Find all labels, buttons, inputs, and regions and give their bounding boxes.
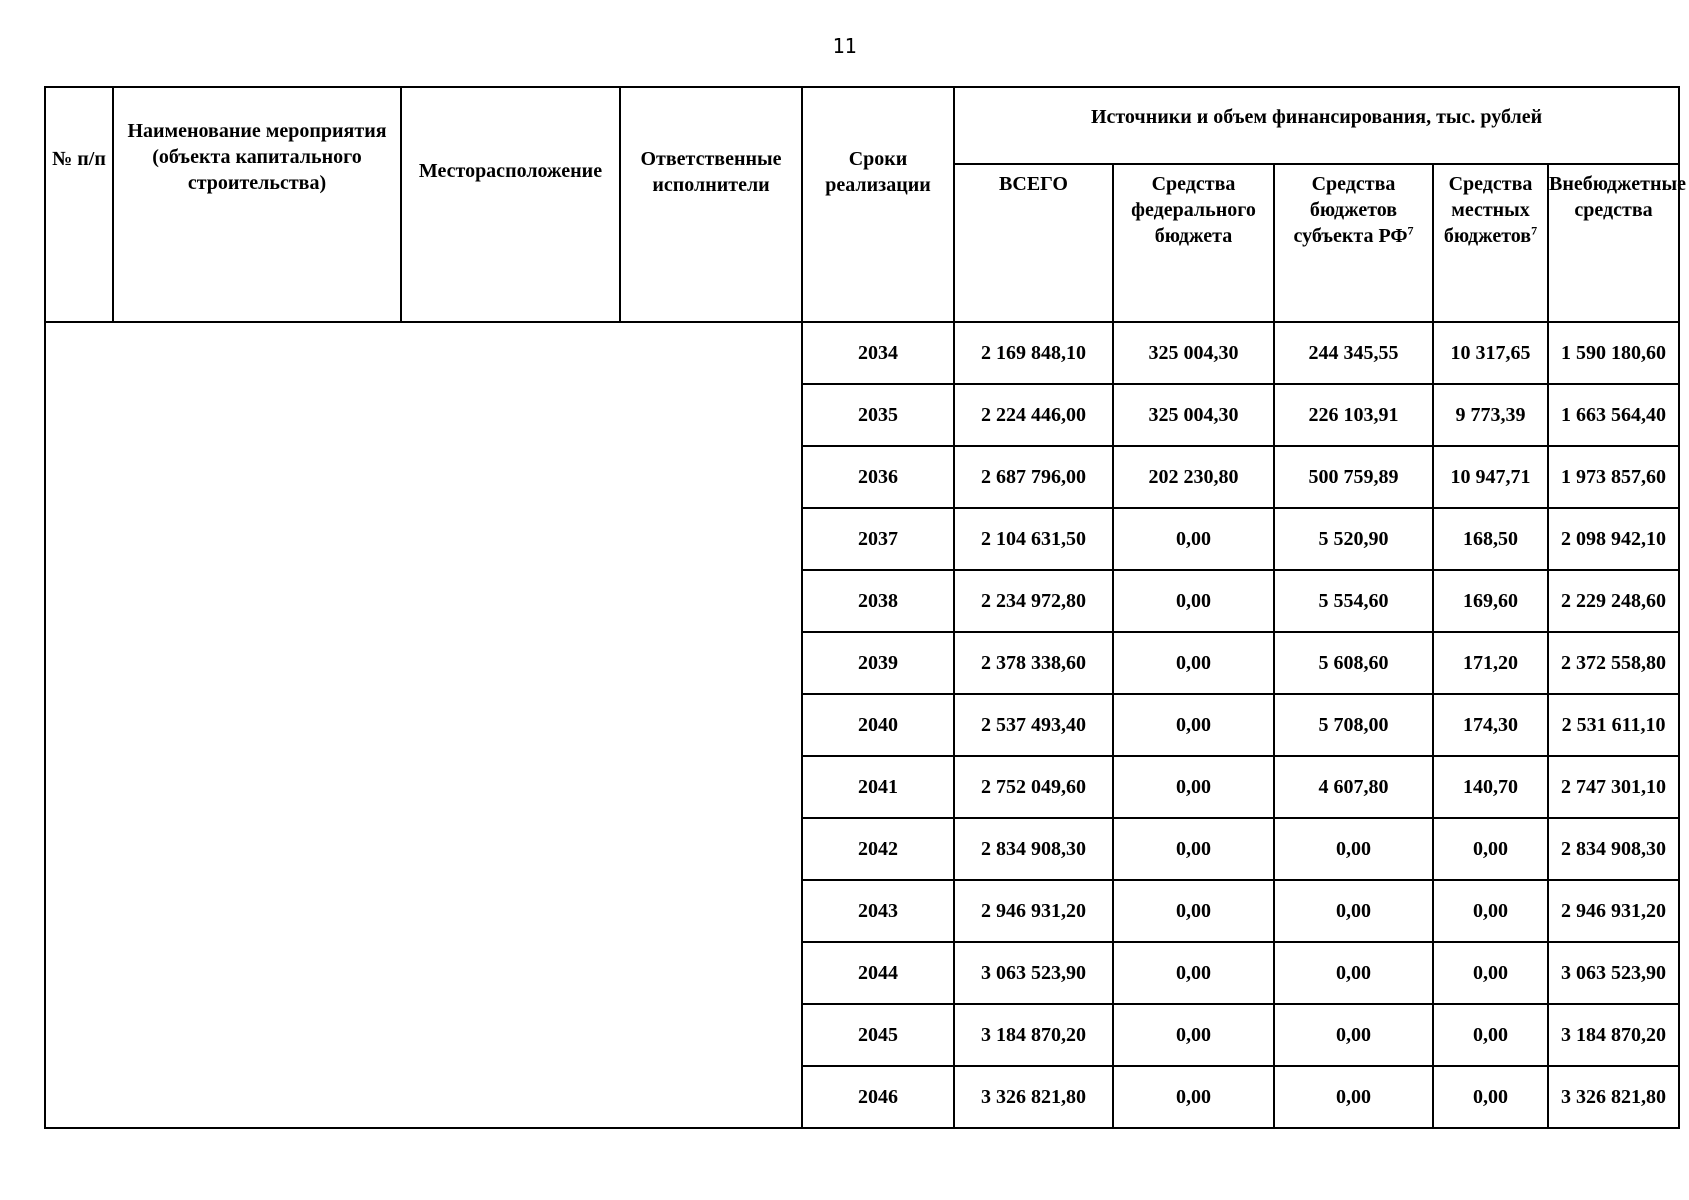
cell-regional: 0,00	[1274, 1004, 1433, 1066]
cell-local: 0,00	[1433, 1004, 1548, 1066]
header-regional-footnote: 7	[1407, 223, 1414, 238]
cell-year: 2042	[802, 818, 954, 880]
header-name: Наименование мероприятия (объекта капитального строительства)	[113, 87, 401, 322]
cell-federal: 0,00	[1113, 942, 1274, 1004]
cell-extrabudget: 1 973 857,60	[1548, 446, 1679, 508]
cell-federal: 0,00	[1113, 818, 1274, 880]
cell-federal: 325 004,30	[1113, 384, 1274, 446]
cell-year: 2035	[802, 384, 954, 446]
cell-total: 2 104 631,50	[954, 508, 1113, 570]
header-total: ВСЕГО	[954, 164, 1113, 322]
cell-extrabudget: 3 326 821,80	[1548, 1066, 1679, 1128]
cell-local: 0,00	[1433, 818, 1548, 880]
cell-regional: 5 520,90	[1274, 508, 1433, 570]
cell-federal: 325 004,30	[1113, 322, 1274, 384]
cell-extrabudget: 2 372 558,80	[1548, 632, 1679, 694]
cell-federal: 0,00	[1113, 694, 1274, 756]
cell-extrabudget: 2 834 908,30	[1548, 818, 1679, 880]
header-num: № п/п	[45, 87, 113, 322]
cell-total: 2 224 446,00	[954, 384, 1113, 446]
cell-total: 2 378 338,60	[954, 632, 1113, 694]
cell-extrabudget: 3 184 870,20	[1548, 1004, 1679, 1066]
cell-local: 10 317,65	[1433, 322, 1548, 384]
cell-total: 2 834 908,30	[954, 818, 1113, 880]
cell-local: 169,60	[1433, 570, 1548, 632]
header-regional-label: Средства бюджетов субъекта РФ	[1293, 173, 1408, 247]
cell-year: 2036	[802, 446, 954, 508]
cell-extrabudget: 1 663 564,40	[1548, 384, 1679, 446]
page-number: 11	[832, 34, 857, 58]
cell-regional: 5 608,60	[1274, 632, 1433, 694]
cell-local: 140,70	[1433, 756, 1548, 818]
cell-local: 10 947,71	[1433, 446, 1548, 508]
header-period: Сроки реализации	[802, 87, 954, 322]
cell-year: 2045	[802, 1004, 954, 1066]
header-local-label: Средства местных бюджетов	[1443, 173, 1533, 247]
cell-federal: 0,00	[1113, 508, 1274, 570]
cell-year: 2040	[802, 694, 954, 756]
header-federal: Средства федерального бюджета	[1113, 164, 1274, 322]
cell-federal: 202 230,80	[1113, 446, 1274, 508]
cell-total: 2 234 972,80	[954, 570, 1113, 632]
empty-merged-cell	[45, 322, 802, 1128]
header-sources-group: Источники и объем финансирования, тыс. рублей	[954, 87, 1679, 164]
cell-extrabudget: 2 946 931,20	[1548, 880, 1679, 942]
cell-extrabudget: 2 229 248,60	[1548, 570, 1679, 632]
cell-regional: 244 345,55	[1274, 322, 1433, 384]
cell-total: 2 687 796,00	[954, 446, 1113, 508]
cell-total: 2 537 493,40	[954, 694, 1113, 756]
cell-regional: 0,00	[1274, 818, 1433, 880]
cell-regional: 5 554,60	[1274, 570, 1433, 632]
cell-regional: 5 708,00	[1274, 694, 1433, 756]
cell-total: 3 326 821,80	[954, 1066, 1113, 1128]
cell-year: 2034	[802, 322, 954, 384]
cell-year: 2037	[802, 508, 954, 570]
cell-federal: 0,00	[1113, 570, 1274, 632]
cell-year: 2043	[802, 880, 954, 942]
cell-local: 0,00	[1433, 880, 1548, 942]
cell-year: 2039	[802, 632, 954, 694]
cell-federal: 0,00	[1113, 632, 1274, 694]
cell-total: 2 752 049,60	[954, 756, 1113, 818]
cell-regional: 500 759,89	[1274, 446, 1433, 508]
cell-regional: 0,00	[1274, 880, 1433, 942]
cell-regional: 4 607,80	[1274, 756, 1433, 818]
cell-federal: 0,00	[1113, 756, 1274, 818]
header-regional	[1274, 164, 1433, 322]
cell-total: 2 169 848,10	[954, 322, 1113, 384]
cell-extrabudget: 1 590 180,60	[1548, 322, 1679, 384]
header-location: Месторасположение	[401, 87, 620, 322]
cell-local: 0,00	[1433, 1066, 1548, 1128]
cell-local: 174,30	[1433, 694, 1548, 756]
header-local-footnote: 7	[1531, 223, 1538, 238]
cell-year: 2038	[802, 570, 954, 632]
cell-regional: 226 103,91	[1274, 384, 1433, 446]
table-row	[45, 322, 1679, 384]
cell-local: 168,50	[1433, 508, 1548, 570]
header-extrabudget: Внебюджетные средства	[1548, 164, 1679, 322]
cell-extrabudget: 2 531 611,10	[1548, 694, 1679, 756]
cell-year: 2046	[802, 1066, 954, 1128]
cell-regional: 0,00	[1274, 942, 1433, 1004]
cell-federal: 0,00	[1113, 1066, 1274, 1128]
header-local	[1433, 164, 1548, 322]
header-responsible: Ответственные исполнители	[620, 87, 802, 322]
cell-federal: 0,00	[1113, 880, 1274, 942]
cell-year: 2044	[802, 942, 954, 1004]
cell-local: 0,00	[1433, 942, 1548, 1004]
cell-total: 3 063 523,90	[954, 942, 1113, 1004]
cell-local: 171,20	[1433, 632, 1548, 694]
cell-extrabudget: 2 098 942,10	[1548, 508, 1679, 570]
cell-extrabudget: 2 747 301,10	[1548, 756, 1679, 818]
cell-federal: 0,00	[1113, 1004, 1274, 1066]
cell-extrabudget: 3 063 523,90	[1548, 942, 1679, 1004]
cell-year: 2041	[802, 756, 954, 818]
cell-regional: 0,00	[1274, 1066, 1433, 1128]
financing-table	[44, 86, 1686, 1129]
cell-total: 3 184 870,20	[954, 1004, 1113, 1066]
cell-total: 2 946 931,20	[954, 880, 1113, 942]
cell-local: 9 773,39	[1433, 384, 1548, 446]
